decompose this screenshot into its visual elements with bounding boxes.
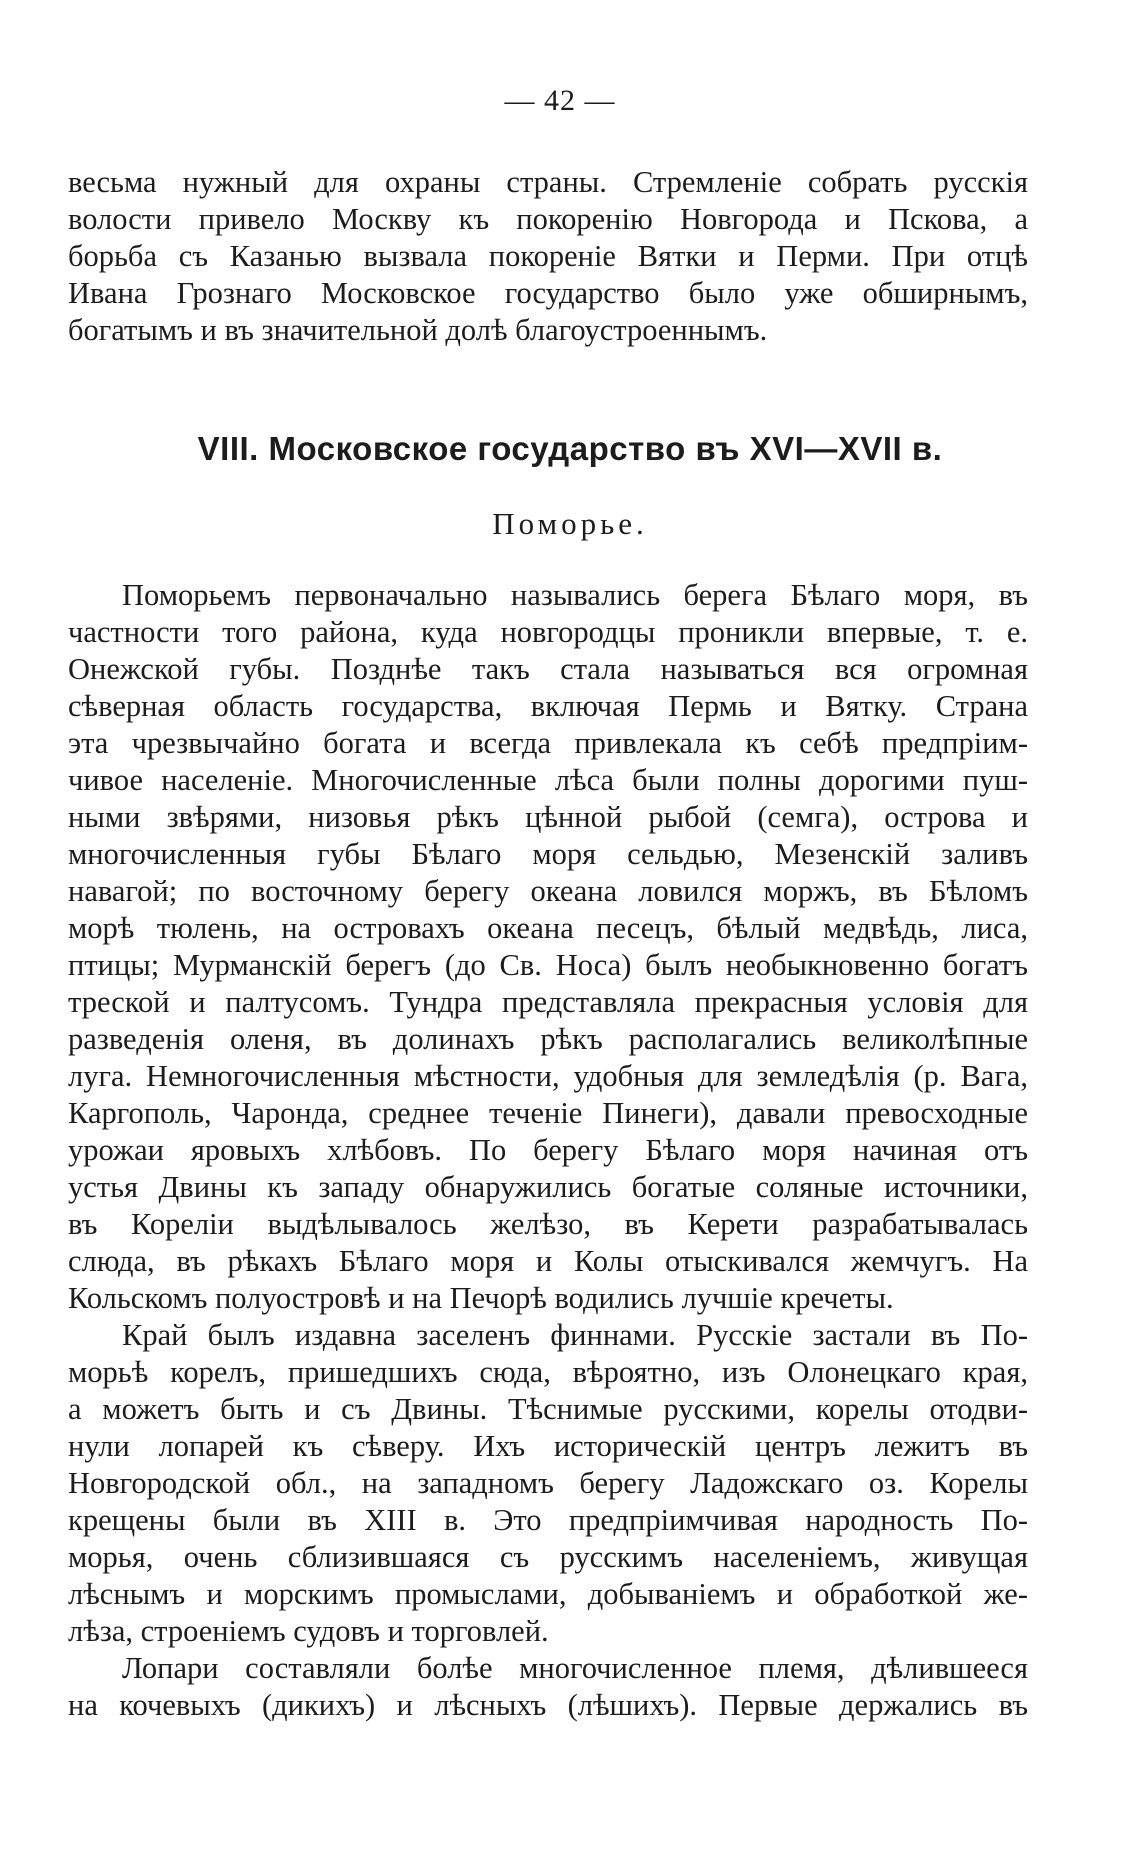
text-line: въ Кореліи выдѣлывалось желѣзо, въ Керети разрабатывалась xyxy=(68,1207,1028,1241)
text-line: эта чрезвычайно богата и всегда привлекала къ себѣ предпріим- xyxy=(68,726,1028,760)
text-line: частности того района, куда новгородцы проникли впервые, т. е. xyxy=(68,615,1028,649)
text-line: Новгородской обл., на западномъ берегу Ладожскаго оз. Корелы xyxy=(68,1466,1028,1500)
text-line: лѣснымъ и морскимъ промыслами, добываніемъ и обработкой же- xyxy=(68,1577,1028,1611)
text-line: чивое населеніе. Многочисленные лѣса были полны дорогими пуш- xyxy=(68,763,1028,797)
text-line: весьма нужный для охраны страны. Стремленіе собрать русскія xyxy=(68,165,1028,199)
text-line: а можетъ быть и съ Двины. Тѣснимые русскими, корелы отодви- xyxy=(68,1392,1028,1426)
text-line: нули лопарей къ сѣверу. Ихъ историческій центръ лежитъ въ xyxy=(68,1429,1028,1463)
section-heading: Поморье. xyxy=(492,506,648,541)
text-line: многочисленныя губы Бѣлаго моря сельдью, Мезенскій заливъ xyxy=(68,837,1028,871)
chapter-heading: VIII. Московское государство въ XVI—XVII в. xyxy=(197,430,943,467)
text-line: треской и палтусомъ. Тундра представляла прекрасныя условія для xyxy=(68,985,1028,1019)
text-line: слюда, въ рѣкахъ Бѣлаго моря и Колы отыскивался жемчугъ. На xyxy=(68,1244,1028,1278)
text-line: Край былъ издавна заселенъ финнами. Русскіе застали въ По- xyxy=(122,1318,1028,1352)
text-line: луга. Немногочисленныя мѣстности, удобныя для земледѣлія (р. Вага, xyxy=(68,1059,1028,1093)
text-line: лѣза, строеніемъ судовъ и торговлей. xyxy=(68,1614,549,1648)
text-line: Ивана Грознаго Московское государство было уже обширнымъ, xyxy=(68,276,1028,310)
text-line: разведенія оленя, въ долинахъ рѣкъ располагались великолѣпные xyxy=(68,1022,1028,1056)
text-line: морья, очень сблизившаяся съ русскимъ населеніемъ, живущая xyxy=(68,1540,1028,1574)
text-line: Кольскомъ полуостровѣ и на Печорѣ водились лучшіе кречеты. xyxy=(68,1281,894,1315)
text-line: на кочевыхъ (дикихъ) и лѣсныхъ (лѣшихъ). Первые держались въ xyxy=(68,1688,1028,1722)
text-line: Онежской губы. Позднѣе такъ стала называться вся огромная xyxy=(68,652,1028,686)
text-line: сѣверная область государства, включая Пермь и Вятку. Страна xyxy=(68,689,1028,723)
text-line: волости привело Москву къ покоренію Новгорода и Пскова, а xyxy=(68,202,1028,236)
body-text xyxy=(68,577,1028,1724)
text-line: урожаи яровыхъ хлѣбовъ. По берегу Бѣлаго моря начиная отъ xyxy=(68,1133,1028,1167)
continued-paragraph xyxy=(68,164,1028,349)
text-line: ными звѣрями, низовья рѣкъ цѣнной рыбой (семга), острова и xyxy=(68,800,1028,834)
text-line: морѣ тюлень, на островахъ океана песецъ, бѣлый медвѣдь, лиса, xyxy=(68,911,1028,945)
text-line: Каргополь, Чаронда, среднее теченіе Пинеги), давали превосходные xyxy=(68,1096,1028,1130)
text-line: морьѣ корелъ, пришедшихъ сюда, вѣроятно, изъ Олонецкаго края, xyxy=(68,1355,1028,1389)
text-line: Лопари составляли болѣе многочисленное племя, дѣлившееся xyxy=(122,1651,1028,1685)
text-line: птицы; Мурманскій берегъ (до Св. Носа) былъ необыкновенно богатъ xyxy=(68,948,1028,982)
text-line: борьба съ Казанью вызвала покореніе Вятки и Перми. При отцѣ xyxy=(68,239,1028,273)
text-line: богатымъ и въ значительной долѣ благоустроеннымъ. xyxy=(68,313,768,347)
text-line: навагой; по восточному берегу океана ловился моржъ, въ Бѣломъ xyxy=(68,874,1028,908)
text-line: устья Двины къ западу обнаружились богатые соляные источники, xyxy=(68,1170,1028,1204)
page-number: — 42 — xyxy=(504,84,616,117)
text-line: крещены были въ XIII в. Это предпріимчивая народность По- xyxy=(68,1503,1028,1537)
text-line: Поморьемъ первоначально назывались берега Бѣлаго моря, въ xyxy=(122,578,1028,612)
